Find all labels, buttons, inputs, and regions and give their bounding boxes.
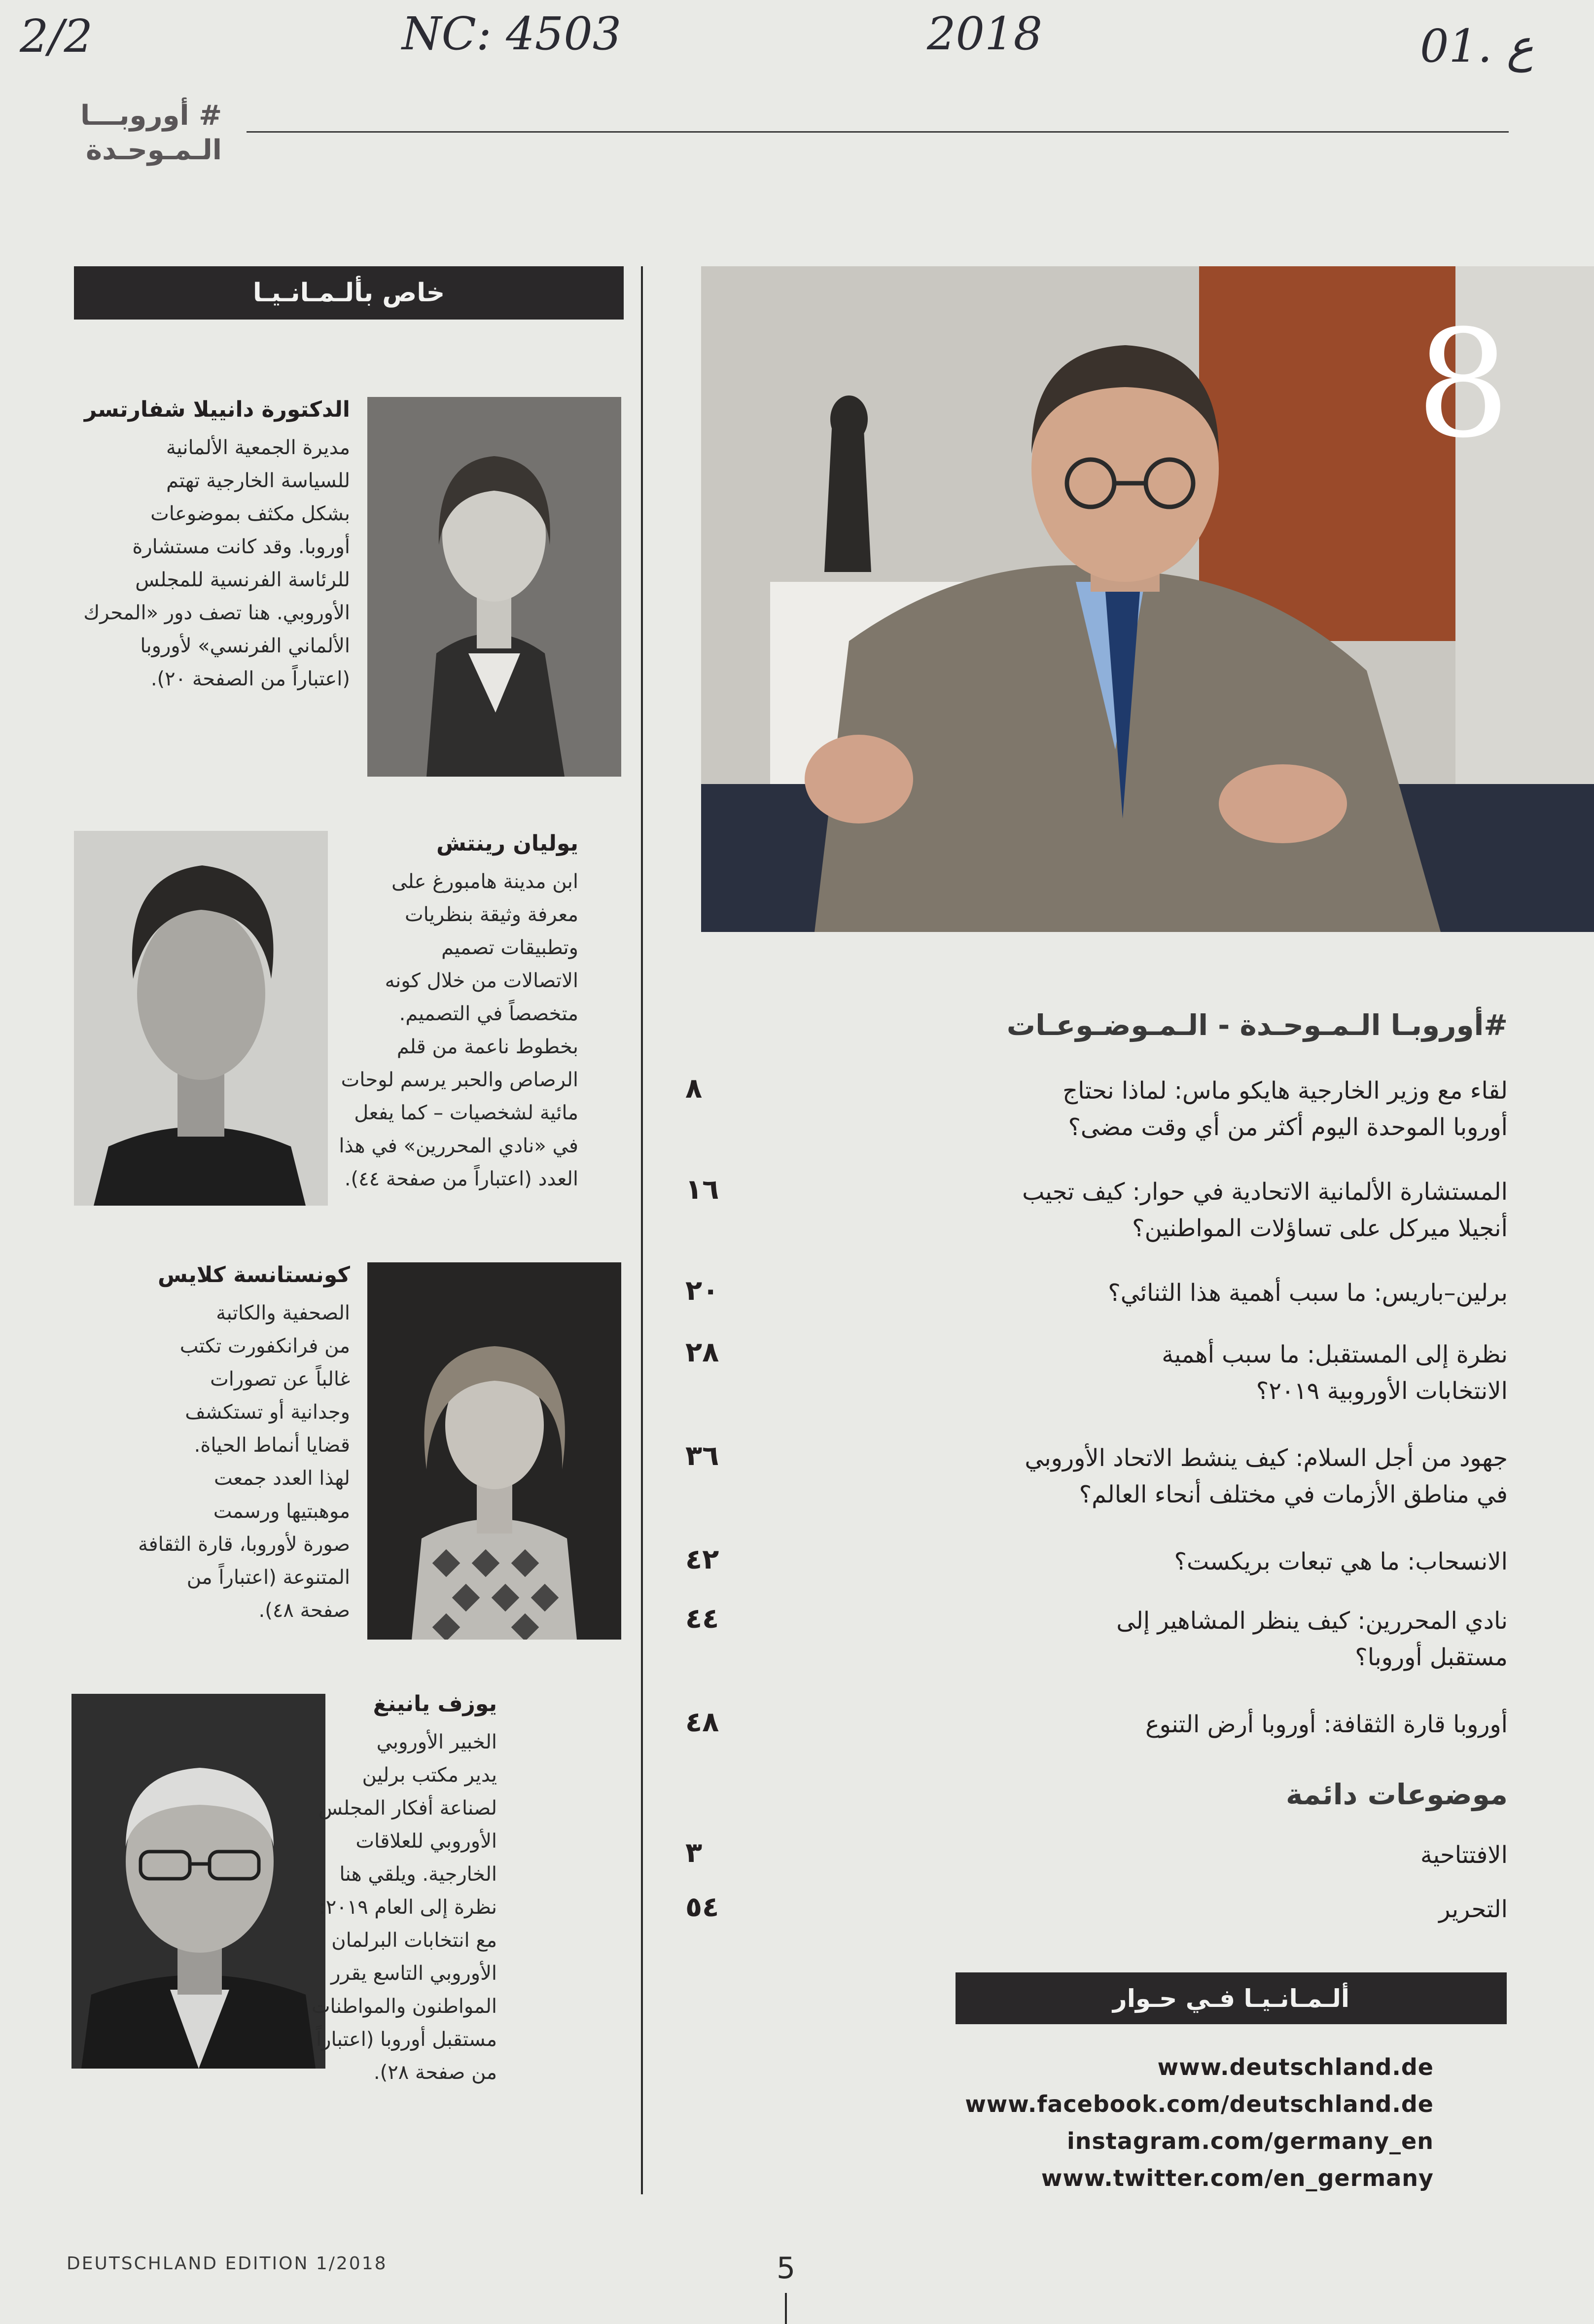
profile-3-bio [138, 1297, 350, 1627]
toc-item-line: الانتخابات الأوروبية ٢٠١٩؟ [1256, 1377, 1508, 1405]
toc-item-line: برلين–باريس: ما سبب أهمية هذا الثنائي؟ [1108, 1279, 1508, 1307]
toc-item-6[interactable] [1174, 1543, 1508, 1580]
portrait-photo-4 [71, 1694, 325, 2069]
portrait-illustration-1 [367, 397, 621, 777]
link-instagram[interactable]: instagram.com/germany_en [1066, 2128, 1434, 2154]
toc-item-line: جهود من أجل السلام: كيف ينشط الاتحاد الأوروبي [1025, 1444, 1508, 1472]
toc-page-number: ٢٨ [685, 1336, 719, 1368]
bio-line: متخصصاً في التصميم. [399, 1002, 578, 1025]
toc-page-number: ١٦ [685, 1174, 719, 1206]
toc-item-5[interactable] [1025, 1440, 1508, 1513]
bio-line: في «نادي المحررين» في هذا [339, 1135, 578, 1157]
handwritten-reference: NC: 4503 [402, 7, 622, 60]
bio-line: الأوروبي التاسع يقرر [331, 1962, 497, 1985]
bio-line: الأوروبي للعلاقات [355, 1830, 497, 1853]
bio-line: مستقبل أوروبا (اعتباراً [316, 2028, 497, 2051]
bio-line: صورة لأوروبا، قارة الثقافة [138, 1533, 350, 1556]
portrait-illustration-4 [71, 1694, 325, 2069]
bio-line: من فرانكفورت تكتب [179, 1335, 350, 1358]
hero-photo [701, 266, 1594, 932]
profile-3-name: كونستانسة كلايس [158, 1262, 350, 1287]
toc-page-number: ٤٤ [685, 1603, 719, 1635]
toc-item-3[interactable] [1108, 1275, 1508, 1311]
bio-line: الصحفية والكاتبة [216, 1302, 350, 1324]
bio-line: مع انتخابات البرلمان [331, 1929, 497, 1952]
masthead [74, 99, 222, 168]
regular-topics-title: موضوعات دائمة [1285, 1778, 1508, 1811]
toc-item-line: نادي المحررين: كيف ينظر المشاهير إلى [1116, 1607, 1508, 1635]
bio-line: الخارجية. ويلقي هنا [339, 1863, 497, 1886]
toc-item-line: لقاء مع وزير الخارجية هايكو ماس: لماذا نحتاج [1063, 1077, 1508, 1105]
toc-page-number: ٣٦ [685, 1440, 719, 1472]
bio-line: معرفة وثيقة بنظريات [404, 903, 578, 926]
link-twitter[interactable]: www.twitter.com/en_germany [1041, 2165, 1434, 2191]
bio-line: مديرة الجمعية الألمانية [166, 436, 350, 459]
toc-item-line: في مناطق الأزمات في مختلف أنحاء العالم؟ [1079, 1481, 1508, 1508]
regular-item-editorial[interactable] [1420, 1837, 1508, 1873]
bio-line: نظرة إلى العام ٢٠١٩: [319, 1896, 497, 1919]
link-website[interactable]: www.deutschland.de [1157, 2054, 1434, 2080]
toc-item-line: أنجيلا ميركل على تساؤلات المواطنين؟ [1132, 1215, 1508, 1242]
toc-item-8[interactable] [1145, 1706, 1508, 1743]
toc-item-1[interactable] [1063, 1073, 1508, 1145]
profile-2-bio [339, 865, 578, 1196]
column-divider [641, 266, 643, 2194]
bio-line: العدد (اعتباراً من صفحة ٤٤). [344, 1168, 578, 1190]
masthead-line1: # أوروبـــا [80, 100, 222, 132]
portrait-illustration-2 [74, 831, 328, 1206]
toc-item-line: الافتتاحية [1420, 1841, 1508, 1869]
masthead-line2: الـمـوحـدة [85, 134, 222, 166]
sidebar-header-label: خاص بألـمـانـيـا [252, 278, 445, 308]
bio-line: بخطوط ناعمة من قلم [396, 1036, 578, 1058]
toc-item-2[interactable] [1022, 1174, 1508, 1247]
bio-line: المتنوعة (اعتباراً من [186, 1566, 350, 1589]
bio-line: بشكل مكثف بموضوعات [150, 502, 350, 525]
bio-line: الخبير الأوروبي [376, 1731, 497, 1753]
bio-line: وجدانية أو تستكشف [185, 1401, 350, 1424]
bio-line: يدير مكتب برلين [362, 1764, 497, 1787]
bio-line: للسياسة الخارجية تهتم [166, 469, 350, 492]
profile-4-name: يوزف يانينغ [373, 1691, 497, 1716]
profile-1-bio [83, 431, 350, 696]
bio-line: من صفحة ٢٨). [373, 2061, 497, 2084]
link-facebook[interactable]: www.facebook.com/deutschland.de [965, 2091, 1434, 2117]
toc-item-line: أوروبا الموحدة اليوم أكثر من أي وقت مضى؟ [1068, 1113, 1508, 1141]
toc-item-line: نظرة إلى المستقبل: ما سبب أهمية [1162, 1341, 1508, 1368]
toc-item-line: المستشارة الألمانية الاتحادية في حوار: كيف تجيب [1022, 1178, 1508, 1206]
toc-item-line: التحرير [1439, 1895, 1508, 1923]
toc-item-4[interactable] [1162, 1336, 1508, 1409]
bio-line: وتطبيقات تصميم [441, 936, 578, 959]
footer-page-number: 5 [777, 2251, 796, 2286]
handwritten-page-count: 2/2 [20, 10, 93, 63]
portrait-photo-2 [74, 831, 328, 1206]
bio-line: أوروبا. وقد كانت مستشارة [132, 536, 350, 558]
portrait-photo-3 [367, 1262, 621, 1640]
toc-page-number: ٤٢ [685, 1543, 719, 1575]
bio-line: ابن مدينة هامبورغ على [391, 870, 578, 893]
bio-line: الألماني الفرنسي» لأوروبا [140, 635, 350, 657]
dialogue-header [956, 1972, 1507, 2024]
profile-1-name: الدكتورة دانييلا شفارتسر [84, 397, 350, 422]
footer-rule [785, 2293, 787, 2324]
toc-page-number: ٥٤ [685, 1891, 719, 1923]
bio-line: (اعتباراً من الصفحة ٢٠). [150, 668, 350, 690]
bio-line: موهبتيها ورسمت [213, 1500, 350, 1523]
hero-number: 8 [1416, 298, 1510, 470]
bio-line: لصناعة أفكار المجلس [318, 1797, 497, 1820]
bio-line: قضايا أنماط الحياة. [194, 1434, 350, 1457]
toc-item-line: مستقبل أوروبا؟ [1355, 1644, 1508, 1671]
portrait-photo-1 [367, 397, 621, 777]
dialogue-header-label: ألـمـانـيـا فـي حـوار [1112, 1984, 1350, 2013]
sidebar-header [74, 266, 624, 320]
handwritten-code: ع .01 [1420, 20, 1534, 72]
bio-line: غالباً عن تصورات [210, 1368, 350, 1391]
toc-title: #أوروبـا الـمـوحـدة - الـمـوضـوعـات [1006, 1008, 1508, 1042]
profile-4-bio [312, 1726, 497, 2089]
portrait-illustration-3 [367, 1262, 621, 1640]
bio-line: الرصاص والحبر يرسم لوحات [341, 1069, 578, 1091]
bio-line: المواطنون والمواطنات [311, 1995, 497, 2018]
bio-line: مائية لشخصيات – كما يفعل [354, 1102, 578, 1124]
bio-line: الأوروبي. هنا تصف دور «المحرك [83, 602, 350, 624]
masthead-rule [247, 131, 1509, 133]
toc-page-number: ٨ [685, 1073, 703, 1105]
toc-page-number: ٤٨ [685, 1706, 719, 1738]
toc-item-line: الانسحاب: ما هي تبعات بريكست؟ [1174, 1548, 1508, 1575]
handwritten-year: 2018 [927, 7, 1043, 60]
profile-2-name: يوليان رينتش [436, 831, 578, 856]
bio-line: الاتصالات من خلال كونه [385, 969, 578, 992]
bio-line: للرئاسة الفرنسية للمجلس [135, 569, 350, 591]
bio-line: صفحة ٤٨). [258, 1599, 350, 1622]
toc-item-7[interactable] [1116, 1603, 1508, 1676]
regular-item-editorial-team[interactable] [1439, 1891, 1508, 1928]
toc-item-line: أوروبا قارة الثقافة: أوروبا أرض التنوع [1145, 1711, 1508, 1738]
toc-page-number: ٢٠ [685, 1275, 719, 1307]
footer-edition: DEUTSCHLAND EDITION 1/2018 [67, 2253, 388, 2274]
toc-page-number: ٣ [685, 1837, 703, 1869]
bio-line: لهذا العدد جمعت [214, 1467, 350, 1490]
